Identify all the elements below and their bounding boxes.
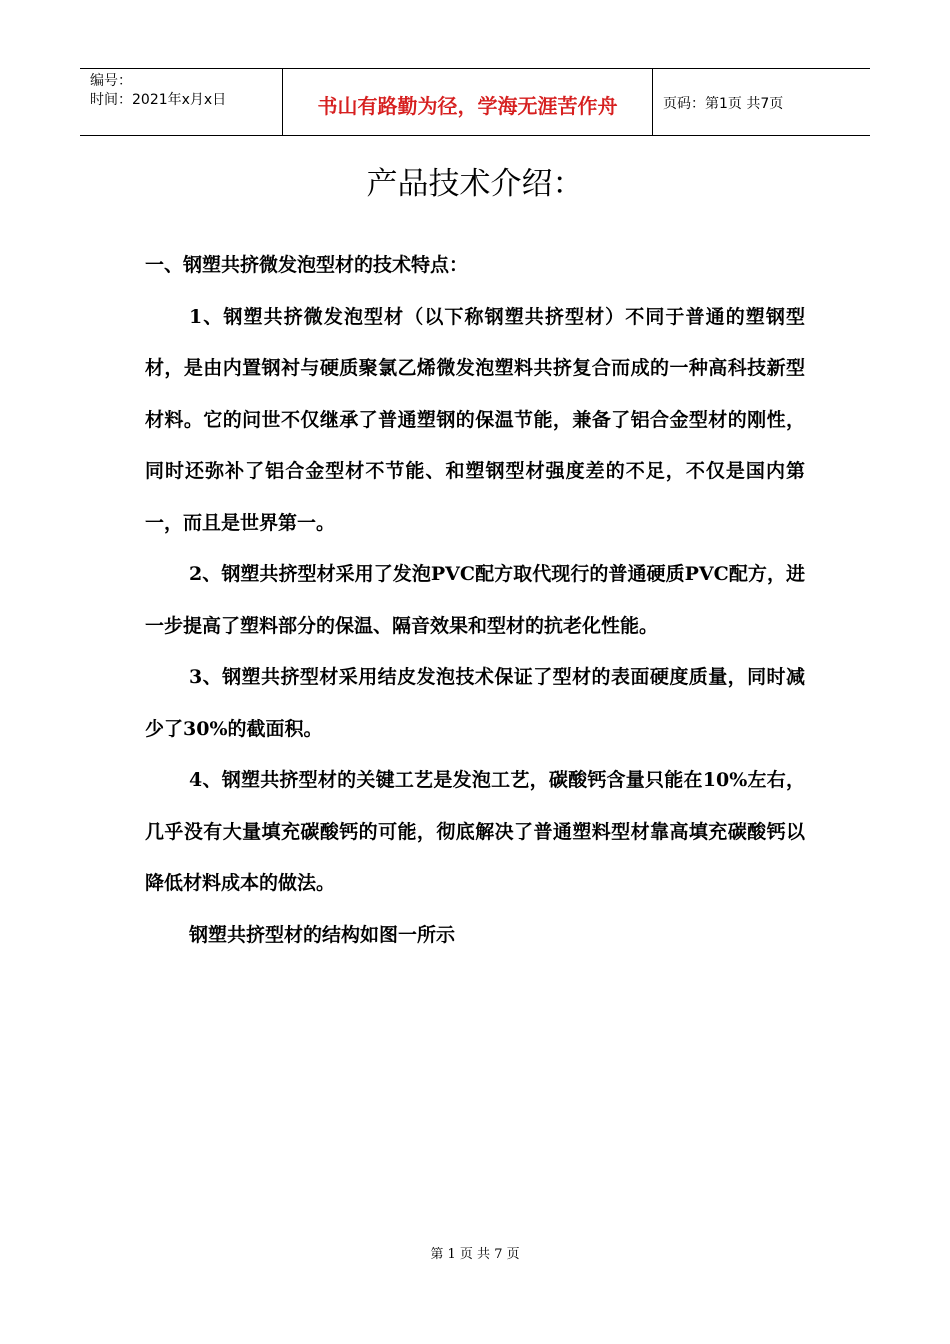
figure-reference: 钢塑共挤型材的结构如图一所示 [189, 923, 456, 946]
document-date: 时间：2021年x月x日 [90, 92, 227, 108]
header-motto: 书山有路勤为径，学海无涯苦作舟 [282, 69, 653, 135]
paragraph: 3、钢塑共挤型材采用结皮发泡技术保证了型材的表面硬度质量，同时减少了30%的截面积。 [145, 666, 805, 740]
paragraph: 2、钢塑共挤型材采用了发泡PVC配方取代现行的普通硬质PVC配方，进一步提高了塑料部分的保温、隔音效果和型材的抗老化性能。 [145, 563, 805, 637]
page-header [80, 68, 870, 136]
header-page-info: 页码：第1页 共7页 [663, 96, 784, 112]
section-heading: 一、钢塑共挤微发泡型材的技术特点： [145, 254, 469, 276]
document-title: 产品技术介绍： [366, 166, 584, 202]
paragraph: 4、钢塑共挤型材的关键工艺是发泡工艺，碳酸钙含量只能在10%左右，几乎没有大量填充碳酸钙的可能，彻底解决了普通塑料型材靠高填充碳酸钙以降低材料成本的做法。 [145, 769, 805, 894]
page-footer: 第 1 页 共 7 页 [430, 1247, 520, 1262]
paragraph: 1、钢塑共挤微发泡型材（以下称钢塑共挤型材）不同于普通的塑钢型材，是由内置钢衬与硬质聚氯乙烯微发泡塑料共挤复合而成的一种高科技新型材料。它的问世不仅继承了普通塑钢的保温节能，兼备了铝合金型材的刚性，同时还弥补了铝合金型材不节能、和塑钢型材强度差的不足，不仅是国内第一，而且是世界第一。 [145, 305, 805, 534]
header-meta [80, 69, 282, 135]
document-number-label: 编号： [90, 73, 132, 89]
document-body [145, 240, 805, 961]
